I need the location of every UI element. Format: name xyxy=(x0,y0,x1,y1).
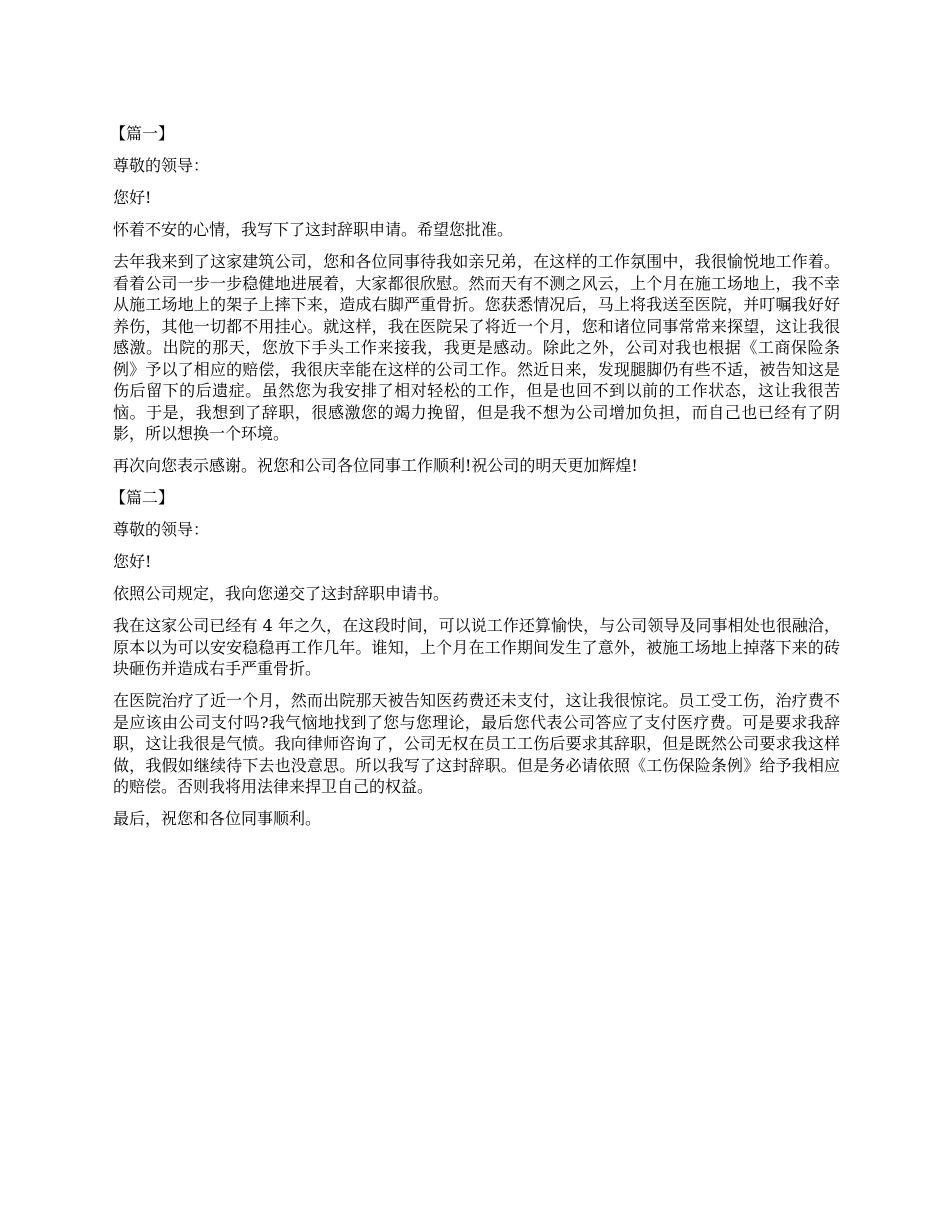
document-page xyxy=(110,123,840,840)
paragraph-2-3: 在医院治疗了近一个月，然而出院那天被告知医药费还未支付，这让我很惊诧。员工受工伤，治疗费不是应该由公司支付吗?我气恼地找到了您与您理论，最后您代表公司答应了支付医疗费。可是要求我辞职，这让我很是气愤。我向律师咨询了，公司无权在员工工伤后要求其辞职，但是既然公司要求我这样做，我假如继续待下去也没意思。所以我写了这封辞职。但是务必请依照《工伤保险条例》给予我相应的赔偿。否则我将用法律来捍卫自己的权益。 xyxy=(113,691,840,796)
paragraph-1-3: 再次向您表示感谢。祝您和公司各位同事工作顺利!祝公司的明天更加辉煌! xyxy=(113,456,638,475)
paragraph-1-1: 怀着不安的心情，我写下了这封辞职申请。希望您批准。 xyxy=(113,220,514,239)
hello-2: 您好! xyxy=(113,552,152,571)
greeting-1: 尊敬的领导： xyxy=(113,156,210,175)
section-heading-1: 【篇一】 xyxy=(110,124,175,143)
paragraph-2-4: 最后，祝您和各位同事顺利。 xyxy=(113,809,322,828)
section-heading-2: 【篇二】 xyxy=(110,488,175,507)
paragraph-2-1: 依照公司规定，我向您递交了这封辞职申请书。 xyxy=(113,584,450,603)
hello-1: 您好! xyxy=(113,188,152,207)
paragraph-1-2: 去年我来到了这家建筑公司，您和各位同事待我如亲兄弟，在这样的工作氛围中，我很愉悦地工作着。看着公司一步一步稳健地进展着，大家都很欣慰。然而天有不测之风云，上个月在施工场地上，我不幸从施工场地上的架子上摔下来，造成右脚严重骨折。您获悉情况后，马上将我送至医院，并叮嘱我好好养伤，其他一切都不用挂心。就这样，我在医院呆了将近一个月，您和诸位同事常常来探望，这让我很感激。出院的那天，您放下手头工作来接我，我更是感动。除此之外，公司对我也根据《工商保险条例》予以了相应的赔偿，我很庆幸能在这样的公司工作。然近日来，发现腿脚仍有些不适，被告知这是伤后留下的后遗症。虽然您为我安排了相对轻松的工作，但是也回不到以前的工作状态，这让我很苦恼。于是，我想到了辞职，很感激您的竭力挽留，但是我不想为公司增加负担，而自己也已经有了阴影，所以想换一个环境。 xyxy=(113,252,840,443)
greeting-2: 尊敬的领导： xyxy=(113,520,210,539)
paragraph-2-2: 我在这家公司已经有 4 年之久，在这段时间，可以说工作还算愉快，与公司领导及同事相处也很融洽，原本以为可以安安稳稳再工作几年。谁知，上个月在工作期间发生了意外，被施工场地上掉落下来的砖块砸伤并造成右手严重骨折。 xyxy=(113,616,840,678)
